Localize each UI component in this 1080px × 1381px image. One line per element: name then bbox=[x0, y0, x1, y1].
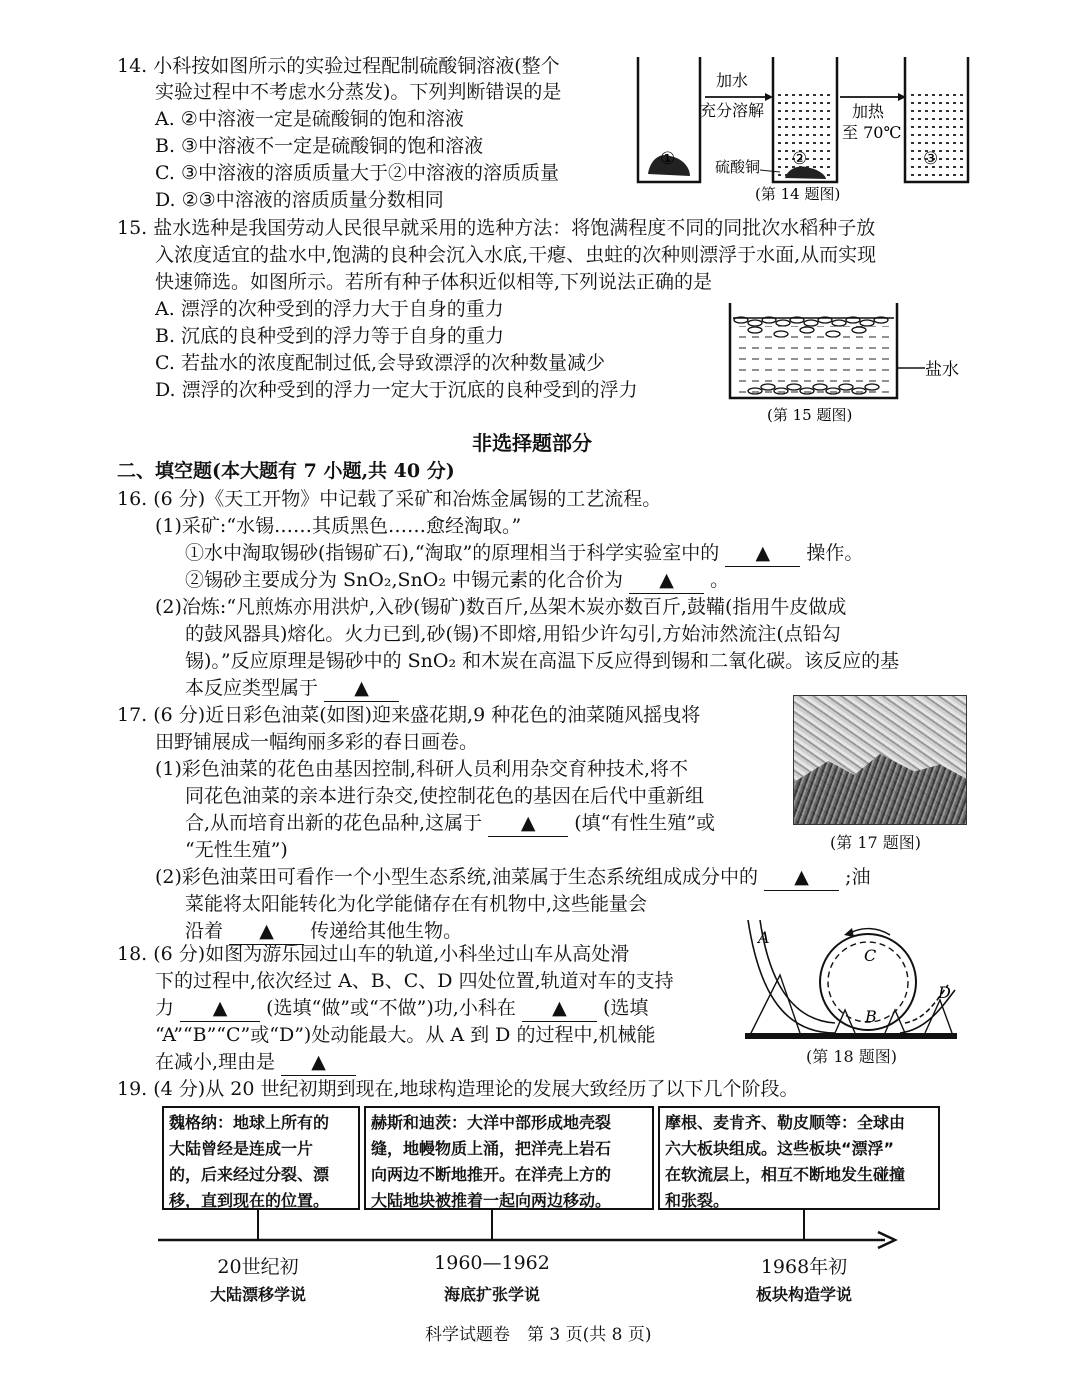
box-1-line-1: 魏格纳：地球上所有的 bbox=[169, 1113, 330, 1132]
q17-sub-2-line-3-text: 沿着 bbox=[185, 920, 224, 942]
tick-3-year: 1968年初 bbox=[760, 1256, 848, 1278]
timeline-axis bbox=[150, 1205, 910, 1255]
tick-3-theory: 板块构造学说 bbox=[755, 1285, 852, 1304]
rapeseed-photo bbox=[793, 695, 967, 825]
q14-option-a: A. ②中溶液一定是硫酸铜的饱和溶液 bbox=[155, 108, 464, 130]
tick-1-theory: 大陆漂移学说 bbox=[209, 1285, 306, 1304]
answer-blank-q16-3[interactable]: ▲ bbox=[324, 675, 399, 702]
q16-sub-2-line-3: 锡)。”反应原理是锡砂中的 SnO₂ 和木炭在高温下反应得到锡和二氧化碳。该反应的基 bbox=[185, 650, 900, 672]
q17-caption: (第 17 题图) bbox=[830, 833, 922, 852]
q15-option-a: A. 漂浮的次种受到的浮力大于自身的重力 bbox=[155, 298, 504, 320]
box-2-line-1: 赫斯和迪茨：大洋中部形成地壳裂 bbox=[371, 1113, 612, 1132]
q15-option-d: D. 漂浮的次种受到的浮力一定大于沉底的良种受到的浮力 bbox=[155, 379, 638, 401]
q16-sub-2-line-4-text: 本反应类型属于 bbox=[185, 677, 319, 699]
q14-line-2: 实验过程中不考虑水分蒸发)。下列判断错误的是 bbox=[155, 81, 562, 103]
q15-line-1: 15. 盐水选种是我国劳动人民很早就采用的选种方法：将饱满程度不同的同批次水稻种子放 bbox=[117, 217, 876, 239]
label-3: ③ bbox=[923, 149, 939, 169]
q15-option-c: C. 若盐水的浓度配制过低,会导致漂浮的次种数量减少 bbox=[155, 352, 605, 374]
q17-line-1: 17. (6 分)近日彩色油菜(如图)迎来盛花期,9 种花色的油菜随风摇曳将 bbox=[117, 704, 701, 726]
answer-blank-q18-3[interactable]: ▲ bbox=[281, 1049, 356, 1076]
q16-item-2-tail: 。 bbox=[710, 569, 730, 591]
timeline-box-3 bbox=[658, 1106, 940, 1210]
seed-icon bbox=[804, 320, 818, 326]
q18-line-3 bbox=[155, 995, 648, 1022]
q18-line-5 bbox=[155, 1049, 356, 1076]
section-heading: 二、填空题(本大题有 7 小题,共 40 分) bbox=[117, 460, 455, 482]
box-2-line-2: 缝，地幔物质上涌，把洋壳上岩石 bbox=[371, 1139, 612, 1158]
q15-line-2: 入浓度适宜的盐水中,饱满的良种会沉入水底,干瘪、虫蛀的次种则漂浮于水面,从而实现 bbox=[155, 244, 877, 266]
q16-item-1-text: ①水中淘取锡砂(指锡矿石),“淘取”的原理相当于科学实验室中的 bbox=[185, 542, 720, 564]
step-2-label: 加热 bbox=[852, 102, 885, 121]
box-1-line-4: 移，直到现在的位置。 bbox=[169, 1191, 330, 1210]
saltwater-label: 盐水 bbox=[925, 360, 959, 380]
q15-option-b: B. 沉底的良种受到的浮力等于自身的重力 bbox=[155, 325, 505, 347]
seed-icon bbox=[860, 320, 874, 326]
q19-intro: 19. (4 分)从 20 世纪初期到现在,地球构造理论的发展大致经历了以下几个阶段。 bbox=[117, 1078, 799, 1100]
q17-line-2: 田野铺展成一幅绚丽多彩的春日画卷。 bbox=[155, 731, 479, 753]
solute-label: 硫酸铜 bbox=[715, 158, 761, 176]
q17-sub-2-line-1 bbox=[155, 864, 870, 891]
box-3-line-2: 六大板块组成。这些板块“漂浮” bbox=[665, 1139, 895, 1158]
q14-line-1: 14. 小科按如图所示的实验过程配制硫酸铜溶液(整个 bbox=[117, 55, 560, 77]
q15-caption: (第 15 题图) bbox=[767, 406, 853, 424]
q17-sub-1-line-3-tail: (填“有性生殖”或 bbox=[574, 812, 716, 834]
q14-option-d: D. ②③中溶液的溶质质量分数相同 bbox=[155, 189, 444, 211]
tick-2-year: 1960—1962 bbox=[434, 1252, 550, 1274]
label-2: ② bbox=[792, 149, 808, 169]
q18-line-3-text: 力 bbox=[155, 997, 175, 1019]
section-title: 非选择题部分 bbox=[472, 431, 592, 455]
q14-option-b: B. ③中溶液不一定是硫酸铜的饱和溶液 bbox=[155, 135, 484, 157]
point-a: A bbox=[758, 928, 770, 947]
seed-icon bbox=[832, 320, 846, 326]
q16-sub-2-line-4 bbox=[185, 675, 399, 702]
seed-icon bbox=[776, 320, 790, 326]
q17-sub-2-line-1-text: (2)彩色油菜田可看作一个小型生态系统,油菜属于生态系统组成成分中的 bbox=[155, 866, 758, 888]
q16-sub-2-line-1: (2)冶炼:“凡煎炼亦用洪炉,入砂(锡矿)数百斤,丛架木炭亦数百斤,鼓鞴(指用牛皮做成 bbox=[155, 596, 847, 618]
q17-sub-1-line-3 bbox=[185, 810, 715, 837]
tick-1-year: 20世纪初 bbox=[217, 1256, 299, 1278]
q18-caption: (第 18 题图) bbox=[806, 1047, 898, 1066]
box-2-line-3: 向两边不断地推开。在洋壳上方的 bbox=[371, 1165, 612, 1184]
timeline-box-1 bbox=[162, 1106, 360, 1210]
box-1-line-3: 的，后来经过分裂、漂 bbox=[169, 1165, 330, 1184]
q16-sub-1: (1)采矿:“水锡……其质黑色……愈经淘取。” bbox=[155, 515, 522, 537]
tick-2-theory: 海底扩张学说 bbox=[443, 1285, 540, 1304]
q17-sub-2-line-2: 菜能将太阳能转化为化学能储存在有机物中,这些能量会 bbox=[185, 893, 648, 915]
answer-blank-q17-3[interactable]: ▲ bbox=[229, 918, 304, 945]
answer-blank-q18-2[interactable]: ▲ bbox=[522, 995, 597, 1022]
answer-blank-q16-1[interactable]: ▲ bbox=[725, 540, 800, 567]
point-b: B bbox=[865, 1007, 877, 1026]
q16-sub-2-line-2: 的鼓风器具)熔化。火力已到,砂(锡)不即熔,用铅少许勾引,方始沛然流注(点铅勾 bbox=[185, 623, 841, 645]
q14-caption: (第 14 题图) bbox=[755, 185, 841, 203]
q17-sub-2-line-3-tail: 传递给其他生物。 bbox=[310, 920, 463, 942]
q16-item-2-text: ②锡砂主要成分为 SnO₂,SnO₂ 中锡元素的化合价为 bbox=[185, 569, 624, 591]
seed-icon bbox=[748, 320, 762, 326]
q14-option-c: C. ③中溶液的溶质质量大于②中溶液的溶质质量 bbox=[155, 162, 559, 184]
q17-sub-2-line-1-tail: ;油 bbox=[845, 866, 871, 888]
q17-sub-1-line-3-text: 合,从而培育出新的花色品种,这属于 bbox=[185, 812, 483, 834]
q15-line-3: 快速筛选。如图所示。若所有种子体积近似相等,下列说法正确的是 bbox=[155, 271, 713, 293]
box-2-line-4: 大陆地块被推着一起向两边移动。 bbox=[371, 1191, 612, 1210]
q18-line-3-mid: (选填“做”或“不做”)功,小科在 bbox=[266, 997, 516, 1019]
answer-blank-q17-1[interactable]: ▲ bbox=[488, 810, 568, 837]
step-2b-label: 至 70℃ bbox=[842, 123, 902, 142]
q16-item-1 bbox=[185, 540, 863, 567]
q16-line-1: 16. (6 分)《天工开物》中记载了采矿和冶炼金属锡的工艺流程。 bbox=[117, 488, 662, 510]
q18-line-5-text: 在减小,理由是 bbox=[155, 1051, 276, 1073]
q15-figure bbox=[725, 298, 975, 426]
q17-sub-1-line-4: “无性生殖”) bbox=[185, 839, 288, 861]
answer-blank-q17-2[interactable]: ▲ bbox=[764, 864, 839, 891]
q18-line-4: “A”“B”“C”或“D”)处动能最大。从 A 到 D 的过程中,机械能 bbox=[155, 1024, 656, 1046]
q18-line-1: 18. (6 分)如图为游乐园过山车的轨道,小科坐过山车从高处滑 bbox=[117, 943, 630, 965]
box-3-line-1: 摩根、麦肯齐、勒皮顺等：全球由 bbox=[665, 1113, 906, 1132]
q16-item-2 bbox=[185, 567, 729, 594]
box-1-line-2: 大陆曾经是连成一片 bbox=[169, 1139, 314, 1158]
q17-sub-1-line-2: 同花色油菜的亲本进行杂交,使控制花色的基因在后代中重新组 bbox=[185, 785, 705, 807]
answer-blank-q18-1[interactable]: ▲ bbox=[180, 995, 260, 1022]
q17-sub-1-line-1: (1)彩色油菜的花色由基因控制,科研人员利用杂交育种技术,将不 bbox=[155, 758, 688, 780]
point-c: C bbox=[864, 946, 877, 965]
page-footer: 科学试题卷 第 3 页(共 8 页) bbox=[425, 1325, 652, 1345]
q18-line-2: 下的过程中,依次经过 A、B、C、D 四处位置,轨道对车的支持 bbox=[155, 970, 674, 992]
q18-line-3-tail: (选填 bbox=[602, 997, 649, 1019]
label-1: ① bbox=[660, 149, 676, 169]
q16-item-1-tail: 操作。 bbox=[806, 542, 864, 564]
step-1-label: 加水 bbox=[716, 71, 749, 90]
box-3-line-4: 和张裂。 bbox=[665, 1191, 730, 1210]
answer-blank-q16-2[interactable]: ▲ bbox=[629, 567, 704, 594]
step-1b-label: 充分溶解 bbox=[700, 101, 765, 120]
q14-figure bbox=[630, 52, 975, 212]
point-d: D bbox=[938, 983, 951, 1002]
timeline-box-2 bbox=[364, 1106, 654, 1210]
box-3-line-3: 在软流层上，相互不断地发生碰撞 bbox=[665, 1165, 906, 1184]
q18-figure bbox=[740, 915, 970, 1065]
